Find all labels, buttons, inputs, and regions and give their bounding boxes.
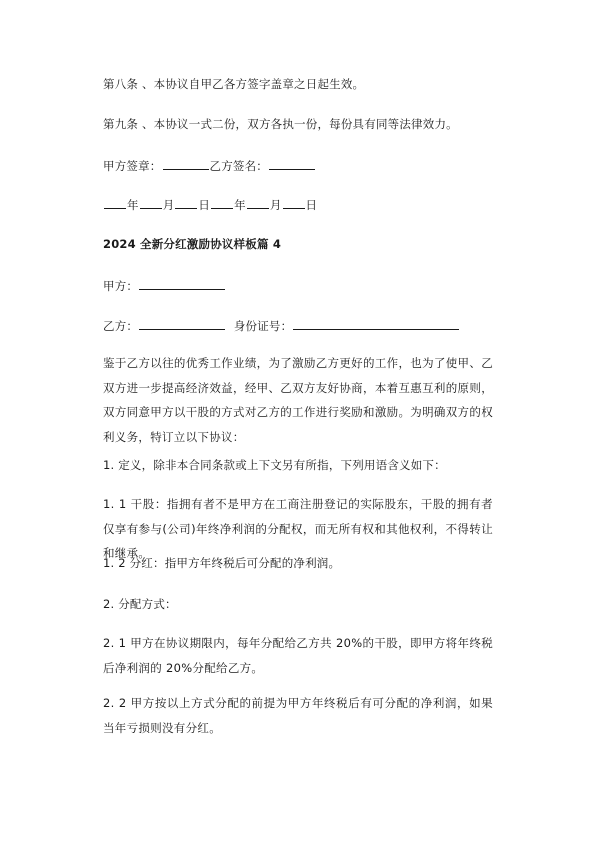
date-line bbox=[103, 197, 317, 212]
day-blank bbox=[175, 197, 197, 209]
section-1: 1. 定义，除非本合同条款或上下文另有所指，下列用语含义如下： bbox=[103, 458, 446, 472]
id-number-blank bbox=[293, 318, 459, 330]
party-b-line bbox=[103, 318, 460, 333]
article-8: 第八条 、本协议自甲乙各方签字盖章之日起生效。 bbox=[103, 77, 365, 91]
party-a-signature-label: 甲方签章： bbox=[103, 159, 162, 173]
year-blank bbox=[104, 197, 126, 209]
section-heading: 2024 全新分红激励协议样板篇 4 bbox=[103, 237, 282, 251]
party-b-blank bbox=[139, 318, 225, 330]
section-1-2: 1. 2 分红：指甲方年终税后可分配的净利润。 bbox=[103, 556, 341, 570]
month-label: 月 bbox=[162, 198, 175, 212]
year-label-2: 年 bbox=[234, 198, 246, 212]
party-b-label: 乙方： bbox=[103, 319, 139, 333]
party-a-label: 甲方： bbox=[103, 279, 139, 293]
year-blank-2 bbox=[211, 197, 233, 209]
day-label: 日 bbox=[198, 198, 211, 212]
id-number-label: 身份证号： bbox=[233, 319, 293, 333]
article-9: 第九条 、本协议一式二份，双方各执一份，每份具有同等法律效力。 bbox=[103, 117, 458, 131]
month-blank bbox=[140, 197, 162, 209]
day-label-2: 日 bbox=[305, 198, 318, 212]
section-1-1: 1. 1 干股：指拥有者不是甲方在工商注册登记的实际股东，干股的拥有者仅享有参与(公司)年终净利润的分配权，而无所有权和其他权利，不得转让和继承。 bbox=[103, 497, 493, 560]
intro-paragraph: 鉴于乙方以往的优秀工作业绩，为了激励乙方更好的工作，也为了使甲、乙双方进一步提高经济效益，经甲、乙双方友好协商，本着互惠互利的原则，双方同意甲方以干股的方式对乙方的工作进行奖励和激励。为明确双方的权利义务，特订立以下协议： bbox=[103, 356, 493, 444]
party-b-signature-label: 乙方签名： bbox=[209, 159, 268, 173]
signature-line bbox=[103, 158, 316, 173]
party-b-signature-blank bbox=[269, 158, 315, 170]
party-a-signature-blank bbox=[163, 158, 209, 170]
section-2: 2. 分配方式： bbox=[103, 597, 177, 611]
section-2-1: 2. 1 甲方在协议期限内，每年分配给乙方共 20%的干股，即甲方将年终税后净利润的 20%分配给乙方。 bbox=[103, 636, 493, 675]
year-label: 年 bbox=[127, 198, 139, 212]
party-a-line bbox=[103, 278, 226, 293]
month-blank-2 bbox=[247, 197, 269, 209]
section-2-2: 2. 2 甲方按以上方式分配的前提为甲方年终税后有可分配的净利润，如果当年亏损则没有分红。 bbox=[103, 696, 493, 735]
day-blank-2 bbox=[283, 197, 305, 209]
party-a-blank bbox=[139, 278, 225, 290]
month-label-2: 月 bbox=[269, 198, 282, 212]
